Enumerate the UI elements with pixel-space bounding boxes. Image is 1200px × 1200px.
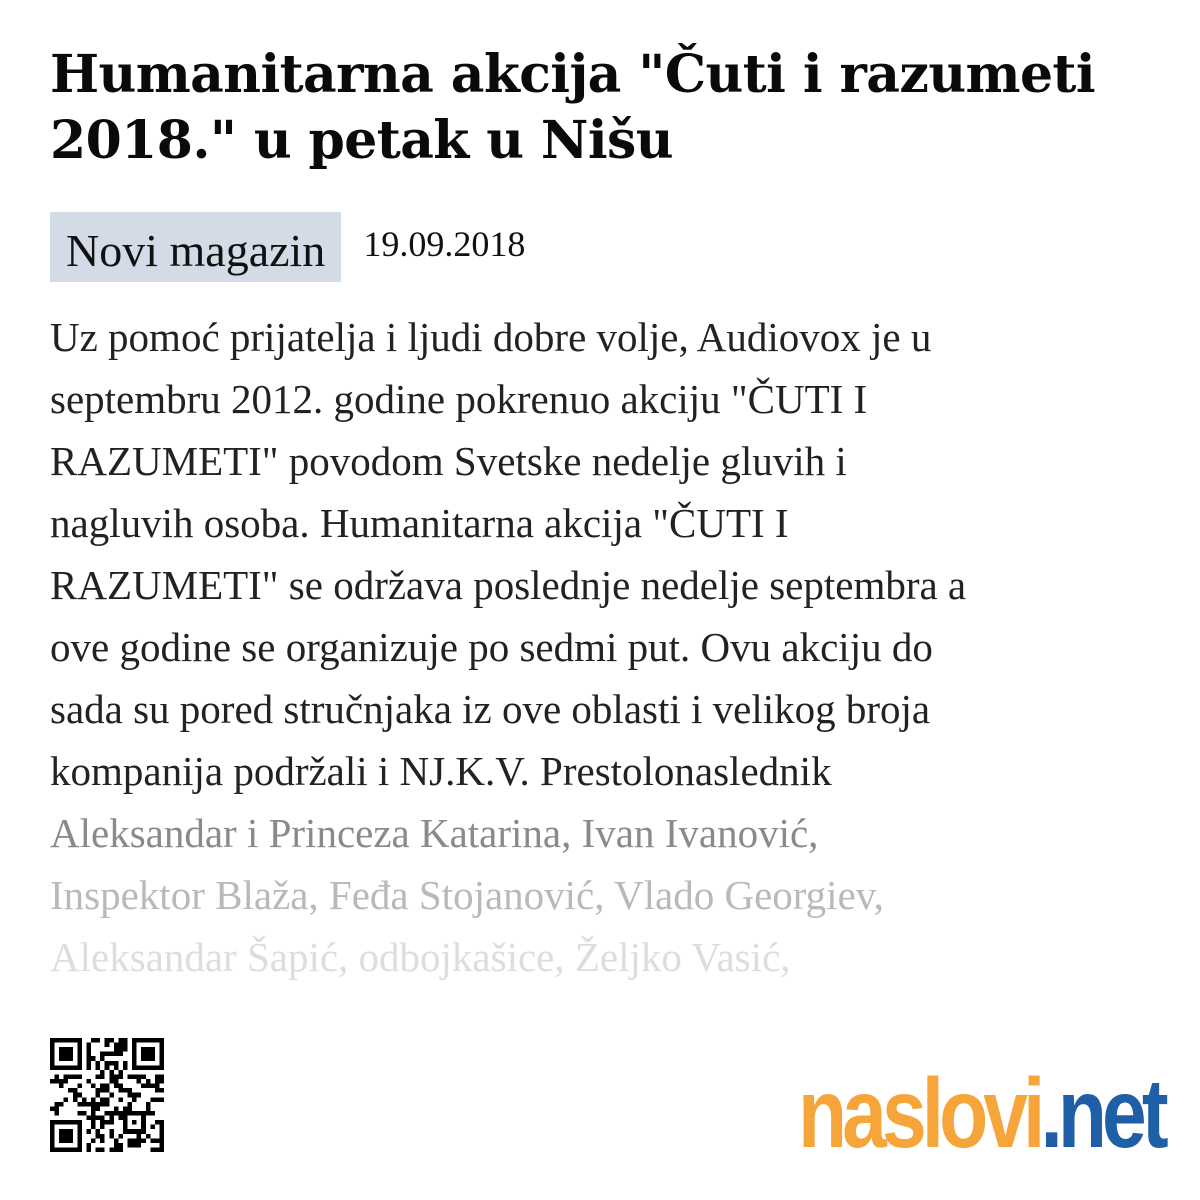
article-headline: Humanitarna akcija "Čuti i razumeti 2018." u petak u Nišu: [50, 44, 1096, 171]
article-meta: [50, 212, 525, 282]
body-line-faded: Aleksandar Šapić, odbojkašice, Željko Vasić,: [50, 934, 791, 980]
logo-text-domain: .net: [1040, 1058, 1164, 1168]
body-line: septembru 2012. godine pokrenuo akciju "ČUTI I: [50, 376, 868, 422]
naslovi-net-logo[interactable]: [798, 1058, 1164, 1168]
body-line: RAZUMETI" se održava poslednje nedelje septembra a: [50, 562, 967, 608]
logo-text-primary: naslovi: [798, 1058, 1041, 1168]
body-line: kompanija podržali i NJ.K.V. Prestolonaslednik: [50, 748, 832, 794]
body-line-faded: Aleksandar i Princeza Katarina, Ivan Ivanović,: [50, 810, 819, 856]
source-badge[interactable]: Novi magazin: [50, 212, 341, 282]
body-line: nagluvih osoba. Humanitarna akcija "ČUTI I: [50, 500, 789, 546]
body-line: ove godine se organizuje po sedmi put. Ovu akciju do: [50, 624, 933, 670]
body-line: RAZUMETI" povodom Svetske nedelje gluvih i: [50, 438, 847, 484]
body-line: Uz pomoć prijatelja i ljudi dobre volje, Audiovox je u: [50, 314, 932, 360]
publish-date: 19.09.2018: [363, 224, 526, 264]
body-line-faded: Inspektor Blaža, Feđa Stojanović, Vlado Georgiev,: [50, 872, 884, 918]
body-line: sada su pored stručnjaka iz ove oblasti i velikog broja: [50, 686, 931, 732]
article-body: [50, 306, 1170, 988]
qr-code-icon[interactable]: [50, 1038, 164, 1152]
